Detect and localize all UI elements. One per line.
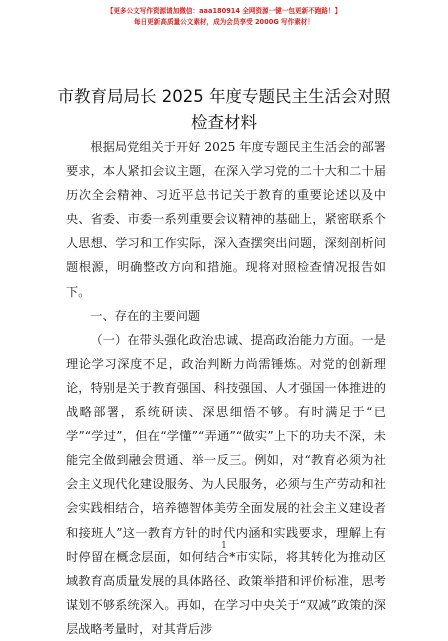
document-title: 市教育局局长 2025 年度专题民主生活会对照检查材料 <box>57 87 391 132</box>
promo-banner-line-1: 【更多公文写作资源请加微信：aaa180914 全网资源一键一包更新不跑路！】 <box>106 7 342 15</box>
section-heading: 一、存在的主要问题 <box>90 308 201 323</box>
document-body <box>66 135 386 641</box>
page-number: 1 <box>221 541 227 551</box>
body-paragraph: （一）在带头强化政治忠诚、提高政治能力方面。一是理论学习深度不足，政治判断力尚需锤炼。对党的创新理论，特别是关于教育强国、科技强国、人才强国一体推进的战略部署，系统研读、深思细悟不够。有时满足于“已学”“学过”，但在“学懂”“弄通”“做实”上下的功夫不深，未能完全做到融会贯通、举一反三。例如，对“教育必须为社会主义现代化建设服务、为人民服务，必须与生产劳动和社会实践相结合，培养德智体美劳全面发展的社会主义建设者和接班人”这一教育方针的时代内涵和实践要求，理解上有时停留在概念层面，如何结合*市实际，将其转化为推动区域教育高质量发展的具体路径、政策举措和评价标准，思考谋划不够系统深入。再如，在学习中央关于“双减”政策的深层战略考量时，对其背后涉 <box>66 332 386 636</box>
intro-paragraph: 根据局党组关于开好 2025 年度专题民主生活会的部署要求，本人紧扣会议主题，在深入学习党的二十大和二十届历次全会精神、习近平总书记关于教育的重要论述以及中央、省委、市委一系列重要会议精神的基础上，紧密联系个人思想、学习和工作实际，深入查摆突出问题，深刻剖析问题根源，明确整改方向和措施。现将对照检查情况报告如下。 <box>66 140 386 299</box>
promo-banner <box>0 6 448 28</box>
promo-banner-line-2: 每日更新高质量公文素材，成为会员享受 2000G 写作素材！ <box>133 18 314 26</box>
